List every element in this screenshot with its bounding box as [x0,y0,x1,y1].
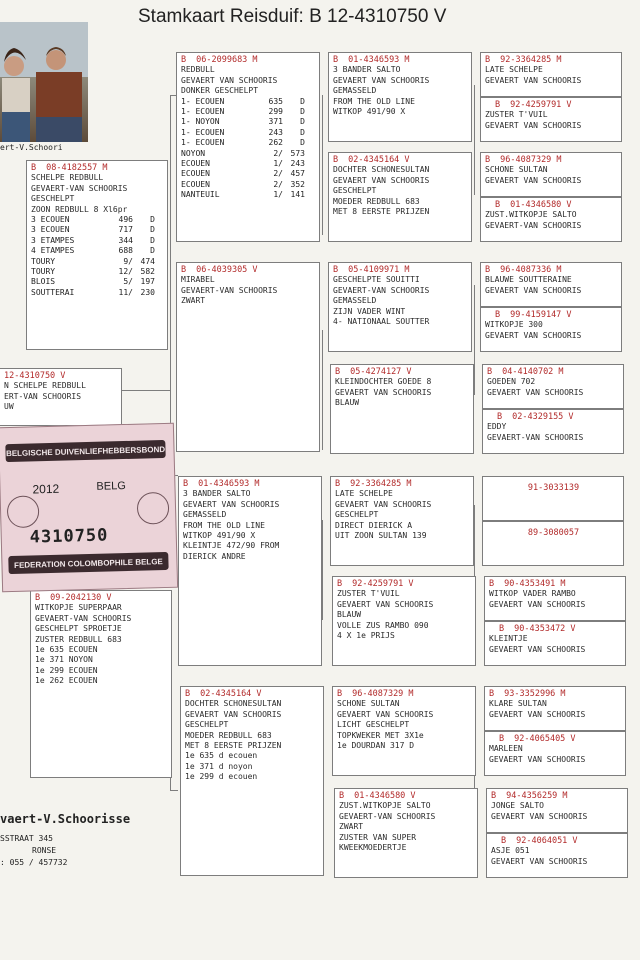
info-line: GEVAERT-VAN SCHOORIS [31,183,128,193]
info-line: GEVAERT VAN SCHOORIS [485,120,582,130]
info-line: GESCHELPT [335,510,379,520]
info-line: MET 8 EERSTE PRIJZEN [185,741,282,751]
result-row: 3 ECOUEN 496 D [31,215,155,225]
pedigree-g5: B 92-4064051 V ASJE 051 GEVAERT VAN SCHOORIS [486,833,628,878]
sex-prefix: B [335,479,341,489]
info-line: TOPKWEKER MET 3X1e [337,730,424,740]
result-row: 1- ECOUEN 635 D [181,96,305,106]
result-row: BLOIS 5/ 197 [31,277,155,287]
result-row: 1- ECOUEN 299 D [181,107,305,117]
info-line: MIRABEL [181,275,215,285]
info-line: MARLEEN [489,744,523,754]
pedigree-sdd [330,364,474,454]
sex-prefix: B [333,265,339,275]
info-line: GESCHELPT [333,186,377,196]
sex-prefix: B [337,689,343,699]
stamp-ring-number: 4310750 [29,525,109,548]
sex-prefix: B [35,593,41,603]
pedigree-subject [0,368,122,426]
connector-line [170,790,178,791]
info-line: GEVAERT VAN SCHOORIS [337,709,434,719]
info-line: REDBULL [181,65,215,75]
info-line: 1e 299 d ecouen [185,772,258,782]
pedigree-ssd [328,152,472,242]
info-line: GEVAERT-VAN SCHOORIS [487,432,584,442]
info-line: ZUSTER T'VUIL [485,110,548,120]
result-row: 3 ETAMPES 344 D [31,235,155,245]
info-line: MET 8 EERSTE PRIJZEN [333,207,430,217]
info-line: LICHT GESCHELPT [337,720,410,730]
ring-number: 04-4140702 M [502,367,564,377]
info-line: GEVAERT VAN SCHOORIS [183,499,280,509]
info-line: DONKER GESCHELPT [181,86,259,96]
info-line: ZUSTER T'VUIL [337,589,400,599]
info-line: GEMASSELD [333,86,377,96]
sex-prefix: B [335,367,341,377]
info-line: GEVAERT VAN SCHOORIS [485,285,582,295]
ring-number: 96-4087329 M [352,689,414,699]
connector-line [322,330,323,450]
pedigree-dam [30,590,172,778]
info-line: BLAUW [335,398,360,408]
info-line: GEMASSELD [333,296,377,306]
info-line: GEMASSELD [183,510,227,520]
stamp-org-bottom: FEDERATION COLOMBOPHILE BELGE [8,552,168,574]
info-line: BLAUWE SOUTTERAINE [485,275,572,285]
pedigree-ss [176,52,320,242]
result-row: 1- ECOUEN 262 D [181,138,305,148]
pedigree-ds [178,476,322,666]
result-row: 3 ECOUEN 717 D [31,225,155,235]
result-row: 4 ETAMPES 688 D [31,246,155,256]
ring-number: 91-3033139 [527,483,580,493]
info-line: 1e 262 ECOUEN [35,676,98,686]
info-line: DOCHTER SCHONESULTAN [185,699,282,709]
pedigree-g5: B 04-4140702 M GOEDEN 702 GEVAERT VAN SCHOORIS [482,364,624,409]
info-line: GESCHELPT [31,194,75,204]
ring-number: 89-3080057 [527,528,580,538]
info-line: WITKOPJE SUPERPAAR [35,603,122,613]
stamp-country: BELG [96,480,126,493]
info-line: 1e DOURDAN 317 D [337,741,415,751]
pedigree-g5 [482,521,624,566]
stamp-emblem-icon [7,495,40,528]
info-line: ASJE 051 [491,846,530,856]
info-line: DIERICK ANDRE [183,551,246,561]
info-line: GEVAERT VAN SCHOORIS [485,330,582,340]
ring-number: 01-4346580 V [354,791,416,801]
stamp-emblem-icon [137,492,170,525]
connector-line [474,85,475,195]
info-line: ZIJN VADER WINT [333,306,406,316]
pedigree-g5 [482,476,624,521]
info-line: KLEINTJE [489,634,528,644]
info-line: UIT ZOON SULTAN 139 [335,531,427,541]
ring-number: 99-4159147 V [510,310,572,320]
info-line: LATE SCHELPE [485,65,543,75]
info-line: EDDY [487,422,507,432]
info-line: GEVAERT VAN SCHOORIS [491,856,588,866]
info-line: GEVAERT VAN SCHOORIS [337,599,434,609]
ring-number: 02-4329155 V [512,412,574,422]
pedigree-g5: B 92-4259791 V ZUSTER T'VUIL GEVAERT VAN SCHOORIS [480,97,622,142]
info-line: SCHONE SULTAN [337,699,400,709]
info-line: MOEDER REDBULL 683 [185,730,272,740]
info-line: WITKOP 491/90 X [183,531,256,541]
info-line: 4- NATIONAAL SOUTTER [333,317,430,327]
ring-number: 92-3364285 M [500,55,562,65]
info-line: GEVAERT VAN SCHOORIS [185,709,282,719]
pedigree-g5: B 96-4087336 M BLAUWE SOUTTERAINE GEVAERT VAN SCHOORIS [480,262,622,307]
info-line: 1e 371 NOYON [35,655,93,665]
info-line: GEVAERT VAN SCHOORIS [335,499,432,509]
result-row: NANTEUIL 1/ 141 [181,190,305,200]
info-line: SCHONE SULTAN [485,165,548,175]
owner-name: vaert-V.Schoorisse [0,812,131,826]
info-line: GEVAERT VAN SCHOORIS [491,811,588,821]
info-line: N SCHELPE REDBULL [4,381,86,391]
info-line: GESCHELPT SPROETJE [35,624,122,634]
ring-number: 02-4345164 V [348,155,410,165]
info-line: GEVAERT VAN SCHOORIS [333,175,430,185]
ring-number: 90-4353472 V [514,624,576,634]
sex-prefix: B [181,55,187,65]
info-line: ZOON REDBULL 8 Xl6pr [31,204,128,214]
info-line: KLEINTJE 472/90 FROM [183,541,280,551]
stamp-year: 2012 [32,481,60,497]
info-line: 1e 299 ECOUEN [35,665,98,675]
pedigree-g5: B 96-4087329 M SCHONE SULTAN GEVAERT VAN SCHOORIS [480,152,622,197]
info-line: ZWART [339,822,364,832]
ring-number: 05-4274127 V [350,367,412,377]
result-row: 1- NOYON 371 D [181,117,305,127]
info-line: DIRECT DIERICK A [335,520,413,530]
sex-prefix: B [337,579,343,589]
info-line: GEVAERT VAN SCHOORIS [489,754,586,764]
owner-city: RONSE [32,846,57,855]
info-line: SCHELPE REDBULL [31,173,104,183]
pedigree-g5: B 90-4353472 V KLEINTJE GEVAERT VAN SCHOORIS [484,621,626,666]
pedigree-sd [176,262,320,452]
info-line: BLAUW [337,610,362,620]
info-line: KLEINDOCHTER GOEDE 8 [335,377,432,387]
info-line: UW [4,402,14,412]
info-line: GEVAERT VAN SCHOORIS [489,599,586,609]
info-line: GEVAERT-VAN SCHOORIS [181,285,278,295]
ring-number: 06-4039305 V [196,265,258,275]
sex-prefix: B [339,791,345,801]
owner-street: SSTRAAT 345 [0,834,53,843]
photo-caption: ert-V.Schoori [0,143,63,152]
owner-photo [0,22,88,142]
pedigree-g5: B 02-4329155 V EDDY GEVAERT-VAN SCHOORIS [482,409,624,454]
info-line: GEVAERT VAN SCHOORIS [335,387,432,397]
info-line: 3 BANDER SALTO [183,489,251,499]
pedigree-dsd [332,576,476,666]
info-line: GEVAERT-VAN SCHOORIS [485,220,582,230]
info-line: GEVAERT VAN SCHOORIS [489,709,586,719]
info-line: GEVAERT VAN SCHOORIS [485,75,582,85]
info-line: GEVAERT-VAN SCHOORIS [339,811,436,821]
info-line: KWEEKMOEDERTJE [339,843,407,853]
info-line: ZUST.WITKOPJE SALTO [485,210,577,220]
info-line: FROM THE OLD LINE [333,96,415,106]
ring-number: 93-3352996 M [504,689,566,699]
sex-prefix: B [183,479,189,489]
info-line: JONGE SALTO [491,801,544,811]
info-line: GEVAERT VAN SCHOORIS [485,175,582,185]
ring-number: 92-4064051 V [516,836,578,846]
ring-number: 92-3364285 M [350,479,412,489]
ring-number: 92-4259791 V [510,100,572,110]
connector-line [474,285,475,395]
owner-phone: : 055 / 457732 [0,858,68,867]
info-line: LATE SCHELPE [335,489,393,499]
stamp-org-top: BELGISCHE DUIVENLIEFHEBBERSBOND [5,440,165,462]
pedigree-g5: B 94-4356259 M JONGE SALTO GEVAERT VAN SCHOORIS [486,788,628,833]
connector-line [122,390,170,391]
pedigree-sire [26,160,168,350]
pedigree-dd [180,686,324,876]
ring-number: 01-4346580 V [510,200,572,210]
ring-number: 05-4109971 M [348,265,410,275]
ring-number: 12-4310750 V [4,371,66,381]
info-line: ZUSTER VAN SUPER [339,832,417,842]
info-line: GESCHELPT [185,720,229,730]
info-line: 3 BANDER SALTO [333,65,401,75]
ring-number: 92-4259791 V [352,579,414,589]
result-row: TOURY 12/ 582 [31,267,155,277]
pedigree-g5: B 92-4065405 V MARLEEN GEVAERT VAN SCHOORIS [484,731,626,776]
result-row: SOUTTERAI 11/ 230 [31,287,155,297]
info-line: VOLLE ZUS RAMBO 090 [337,620,429,630]
info-line: GESCHELPTE SOUITTI [333,275,420,285]
info-line: ERT-VAN SCHOORIS [4,391,82,401]
ring-card-stamp [0,423,178,593]
ring-number: 08-4182557 M [46,163,108,173]
result-row: ECOUEN 2/ 352 [181,179,305,189]
ring-number: 06-2099683 M [196,55,258,65]
ring-number: 09-2042130 V [50,593,112,603]
pedigree-ddd [334,788,478,878]
ring-number: 96-4087329 M [500,155,562,165]
pedigree-sss [328,52,472,142]
pedigree-g5: B 01-4346580 V ZUST.WITKOPJE SALTO GEVAERT-VAN SCHOORIS [480,197,622,242]
sex-prefix: B [333,55,339,65]
info-line: WITKOP VADER RAMBO [489,589,576,599]
pedigree-dss [330,476,474,566]
ring-number: 01-4346593 M [348,55,410,65]
sex-prefix: B [333,155,339,165]
pedigree-g5: B 92-3364285 M LATE SCHELPE GEVAERT VAN SCHOORIS [480,52,622,97]
pedigree-g5: B 93-3352996 M KLARE SULTAN GEVAERT VAN SCHOORIS [484,686,626,731]
info-line: ZUSTER REDBULL 683 [35,634,122,644]
info-line: GEVAERT VAN SCHOORIS [487,387,584,397]
pedigree-dds [332,686,476,776]
result-row: TOURY 9/ 474 [31,256,155,266]
pedigree-g5: B 99-4159147 V WITKOPJE 300 GEVAERT VAN SCHOORIS [480,307,622,352]
info-line: GEVAERT-VAN SCHOORIS [333,285,430,295]
info-line: WITKOPJE 300 [485,320,543,330]
info-line: GOEDEN 702 [487,377,536,387]
ring-number: 90-4353491 M [504,579,566,589]
sex-prefix: B [181,265,187,275]
info-line: 4 X 1e PRIJS [337,631,395,641]
info-line: KLARE SULTAN [489,699,547,709]
info-line: 1e 635 d ecouen [185,751,258,761]
info-line: DOCHTER SCHONESULTAN [333,165,430,175]
info-line: MOEDER REDBULL 683 [333,196,420,206]
info-line: ZUST.WITKOPJE SALTO [339,801,431,811]
ring-number: 94-4356259 M [506,791,568,801]
info-line: 1e 635 ECOUEN [35,645,98,655]
pedigree-sds [328,262,472,352]
info-line: GEVAERT VAN SCHOORIS [333,75,430,85]
info-line: GEVAERT-VAN SCHOORIS [35,613,132,623]
ring-number: 02-4345164 V [200,689,262,699]
page-title: Stamkaart Reisduif: B 12-4310750 V [138,6,447,27]
result-row: ECOUEN 1/ 243 [181,159,305,169]
result-row: 1- ECOUEN 243 D [181,127,305,137]
info-line: ZWART [181,296,206,306]
info-line: 1e 371 d noyon [185,761,253,771]
connector-line [322,520,323,620]
info-line: WITKOP 491/90 X [333,107,406,117]
ring-number: 92-4065405 V [514,734,576,744]
info-line: GEVAERT VAN SCHOORIS [181,75,278,85]
pedigree-g5: B 90-4353491 M WITKOP VADER RAMBO GEVAERT VAN SCHOORIS [484,576,626,621]
connector-line [322,95,323,235]
sex-prefix: B [31,163,37,173]
sex-prefix: B [185,689,191,699]
result-row: NOYON 2/ 573 [181,148,305,158]
ring-number: 96-4087336 M [500,265,562,275]
ring-number: 01-4346593 M [198,479,260,489]
info-line: FROM THE OLD LINE [183,520,265,530]
connector-line [170,95,171,475]
info-line: GEVAERT VAN SCHOORIS [489,644,586,654]
result-row: ECOUEN 2/ 457 [181,169,305,179]
